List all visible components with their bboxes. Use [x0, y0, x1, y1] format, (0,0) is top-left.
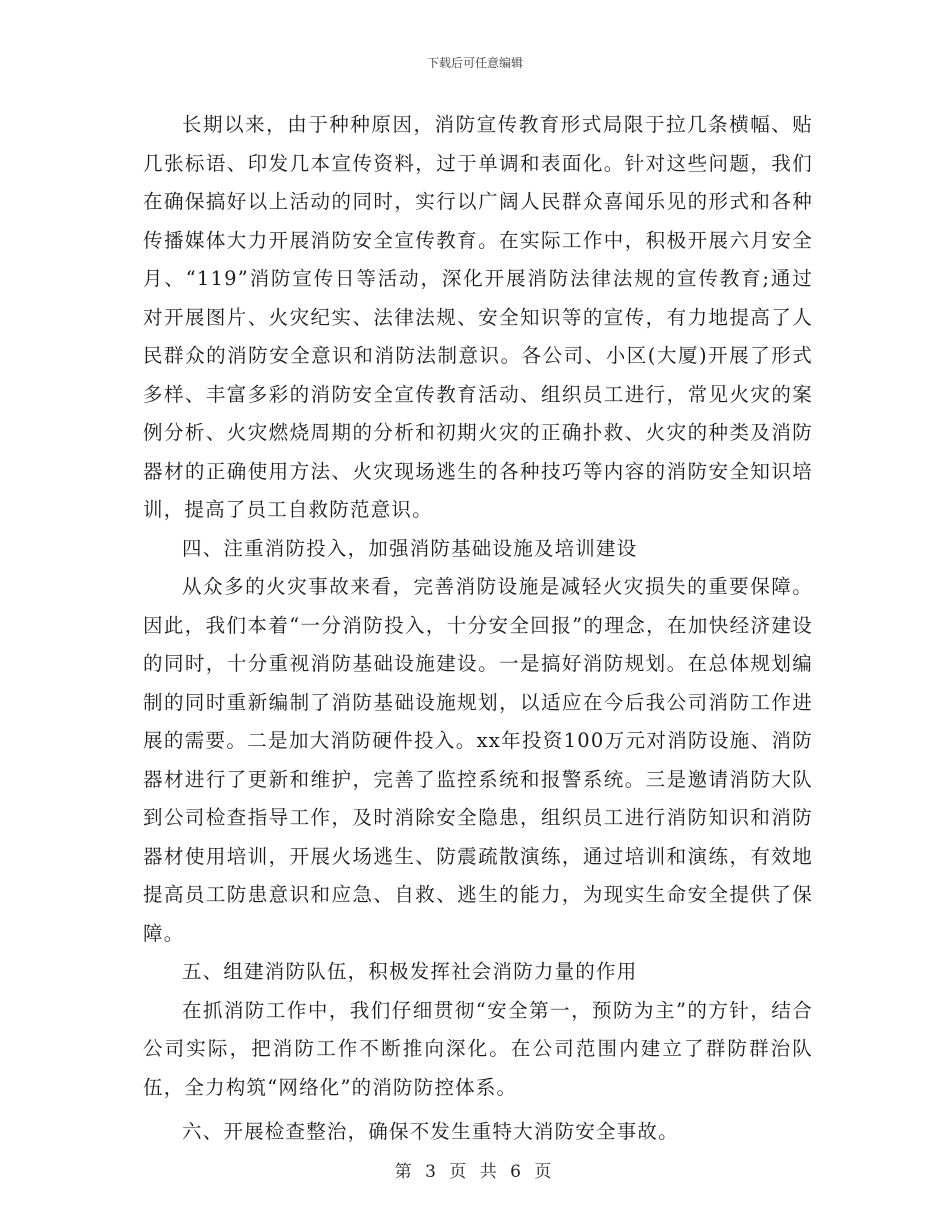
paragraph-investment: 从众多的火灾事故来看，完善消防设施是减轻火灾损失的重要保障。因此，我们本着“一分消防投入，十分安全回报”的理念，在加快经济建设的同时，十分重视消防基础设施建设。一是搞好消防规划。在总体规划编制的同时重新编制了消防基础设施规划，以适应在今后我公司消防工作进展的需要。二是加大消防硬件投入。xx年投资100万元对消防设施、消防器材进行了更新和维护，完善了监控系统和报警系统。三是邀请消防大队到公司检查指导工作，及时消除安全隐患，组织员工进行消防知识和消防器材使用培训，开展火场逃生、防震疏散演练，通过培训和演练，有效地提高员工防患意识和应急、自救、逃生的能力，为现实生命安全提供了保障。 — [143, 575, 813, 945]
page-header-note: 下载后可任意编辑 — [426, 56, 523, 70]
paragraph-team: 在抓消防工作中，我们仔细贯彻“安全第一，预防为主”的方针，结合公司实际，把消防工作不断推向深化。在公司范围内建立了群防群治队伍，全力构筑“网络化”的消防防控体系。 — [143, 998, 813, 1099]
section-heading-6: 六、开展检查整治，确保不发生重特大消防安全事故。 — [182, 1120, 679, 1143]
document-body — [143, 106, 813, 1152]
section-heading-5: 五、组建消防队伍，积极发挥社会消防力量的作用 — [182, 960, 638, 983]
section-heading-4: 四、注重消防投入，加强消防基础设施及培训建设 — [182, 536, 638, 560]
page-number: 第 3 页 共 6 页 — [394, 1162, 556, 1182]
paragraph-publicity: 长期以来，由于种种原因，消防宣传教育形式局限于拉几条横幅、贴几张标语、印发几本宣传资料，过于单调和表面化。针对这些问题，我们在确保搞好以上活动的同时，实行以广阔人民群众喜闻乐见的形式和各种传播媒体大力开展消防安全宣传教育。在实际工作中，积极开展六月安全月、“119”消防宣传日等活动，深化开展消防法律法规的宣传教育;通过对开展图片、火灾纪实、法律法规、安全知识等的宣传，有力地提高了人民群众的消防安全意识和消防法制意识。各公司、小区(大厦)开展了形式多样、丰富多彩的消防安全宣传教育活动、组织员工进行，常见火灾的案例分析、火灾燃烧周期的分析和初期火灾的正确扑救、火灾的种类及消防器材的正确使用方法、火灾现场逃生的各种技巧等内容的消防安全知识培训，提高了员工自救防范意识。 — [143, 113, 813, 521]
